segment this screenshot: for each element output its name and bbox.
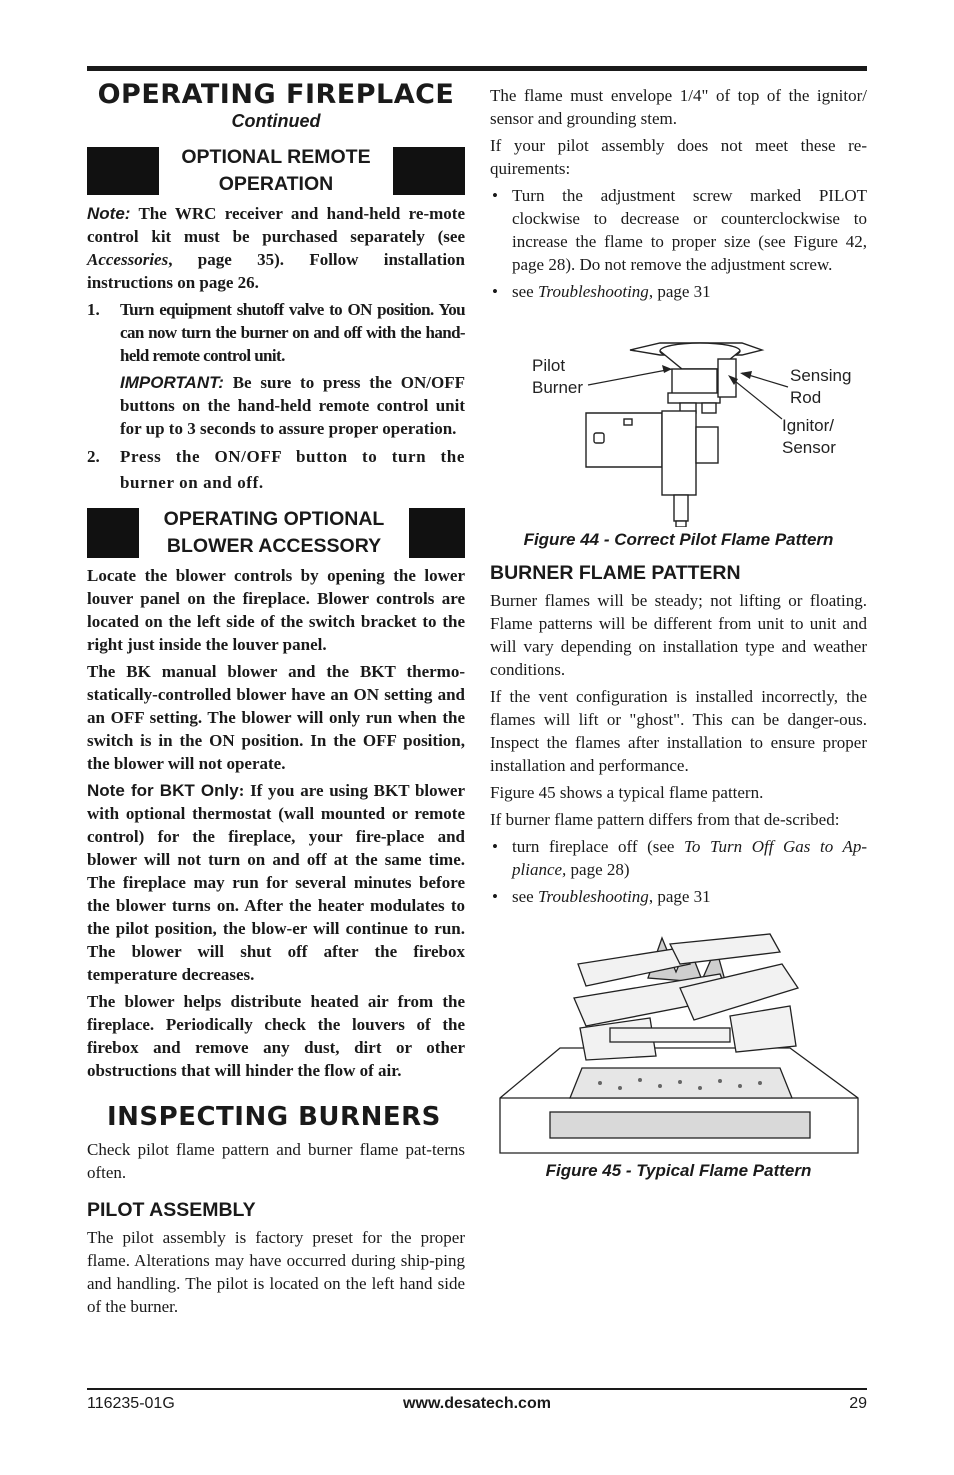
continued-label: Continued	[231, 111, 321, 131]
blower-paragraph: Locate the blower controls by opening the lower louver panel on the fireplace. Blower controls are located on the left side of the switch bracket to the right just inside the louver panel.	[87, 566, 465, 654]
remote-heading	[87, 144, 465, 198]
label-pilot-line1: Pilot	[532, 356, 566, 375]
burner-paragraph: If the vent configuration is installed incorrectly, the flames will lift or "ghost". This can be danger-ous. Inspect the flames after installation to ensure proper installation and performance.	[490, 687, 867, 775]
doc-number: 116235-01G	[87, 1395, 175, 1412]
blower-note: Note for BKT Only: If you are using BKT blower with optional thermostat (wall mounted or remote control) for the fireplace, your fire-place and blower will not turn on and off at the same time. The fireplace may run for several minutes before the blower turns on. After the heater modulates to the pilot position, the blow-er will continue to run. The blower will shut off after the firebox temperature decreases.	[87, 781, 465, 984]
inspecting-paragraph: Check pilot flame pattern and burner flame pat-terns often.	[87, 1140, 465, 1182]
label-sensing-line1: Sensing	[790, 366, 852, 385]
right-column	[490, 84, 867, 1182]
heading-block-left	[87, 508, 139, 558]
figure-44	[490, 307, 867, 527]
remote-heading-line2: OPERATION	[218, 173, 334, 195]
list-item: 1. Turn equipment shutoff valve to ON position. You can now turn the burner on and off with the hand-held remote control unit. IMPORTANT: Be sure to press the ON/OFF buttons on the hand-held remote control unit for up to 3 seconds to assure proper operation.	[87, 300, 465, 438]
figure-45-caption: Figure 45 - Typical Flame Pattern	[545, 1161, 812, 1180]
left-column	[87, 80, 465, 1322]
figure-45	[490, 928, 867, 1158]
blower-heading-line1: OPERATING OPTIONAL	[163, 508, 385, 530]
figure-44-caption: Figure 44 - Correct Pilot Flame Pattern	[523, 530, 834, 549]
website-link[interactable]: www.desatech.com	[403, 1395, 551, 1412]
heading-block-left	[87, 147, 159, 195]
pilot-bullets	[490, 184, 867, 303]
heading-block-right	[393, 147, 465, 195]
remote-heading-line1: OPTIONAL REMOTE	[181, 146, 371, 168]
remote-note: Note: The WRC receiver and hand-held re-mote control kit must be purchased separately (see Accessories, page 35). Follow installation instructions on page 26.	[87, 204, 465, 292]
burner-paragraph: Figure 45 shows a typical flame pattern.	[490, 783, 764, 802]
remote-steps	[87, 298, 465, 496]
list-item: 2. Press the ON/OFF button to turn the burner on and off.	[87, 447, 465, 492]
burner-paragraph: Burner flames will be steady; not lifting or floating. Flame patterns will be different from unit to unit and will vary depending on installation type and weather conditions.	[490, 591, 867, 679]
pilot-flame-paragraph: The flame must envelope 1/4" of top of the ignitor/ sensor and grounding stem.	[490, 86, 867, 128]
footer-rule	[87, 1388, 867, 1390]
list-item: • see Troubleshooting, page 31	[492, 887, 711, 906]
page-number: 29	[849, 1395, 867, 1412]
fireplace-flame-illustration	[490, 928, 867, 1158]
label-sensing-line2: Rod	[790, 388, 822, 407]
label-ignitor-line2: Sensor	[782, 438, 836, 457]
heading-block-right	[409, 508, 465, 558]
inspecting-title: INSPECTING BURNERS	[107, 1102, 441, 1132]
top-rule	[87, 66, 867, 71]
blower-paragraph: The blower helps distribute heated air from the fireplace. Periodically check the louvers of the firebox and remove any dust, dirt or other obstructions that will hinder the flow of air.	[87, 992, 465, 1080]
important-note: IMPORTANT: Be sure to press the ON/OFF buttons on the hand-held remote control unit for up to 3 seconds to assure proper operation.	[120, 373, 465, 438]
list-item: • see Troubleshooting, page 31	[492, 282, 711, 301]
section-title: OPERATING FIREPLACE	[97, 79, 455, 110]
burner-flame-heading: BURNER FLAME PATTERN	[490, 562, 741, 584]
pilot-assembly-diagram	[490, 307, 867, 527]
pilot-assembly-heading: PILOT ASSEMBLY	[87, 1199, 256, 1221]
label-ignitor-line1: Ignitor/	[782, 416, 834, 435]
pilot-assembly-paragraph: The pilot assembly is factory preset for the proper flame. Alterations may have occurred during ship-ping and handling. The pilot is located on the left hand side of the burner.	[87, 1228, 465, 1316]
burner-bullets	[490, 835, 867, 908]
blower-heading-line2: BLOWER ACCESSORY	[166, 535, 382, 557]
list-item: • Turn the adjustment screw marked PILOT clockwise to decrease or counterclockwise to increase the flame to proper size (see Figure 42, page 28). Do not remove the adjustment screw.	[492, 186, 867, 274]
burner-paragraph: If burner flame pattern differs from that de-scribed:	[490, 810, 840, 829]
pilot-requirements-paragraph: If your pilot assembly does not meet these re-quirements:	[490, 136, 867, 178]
blower-heading	[87, 506, 465, 560]
label-pilot-line2: Burner	[532, 378, 584, 397]
list-item: • turn fireplace off (see To Turn Off Gas to Ap-pliance, page 28)	[492, 837, 868, 879]
blower-paragraph: The BK manual blower and the BKT thermo-statically-controlled blower have an ON setting and an OFF setting. The blower will only run when the switch is in the ON position. In the OFF position, the blower will not operate.	[87, 662, 465, 773]
